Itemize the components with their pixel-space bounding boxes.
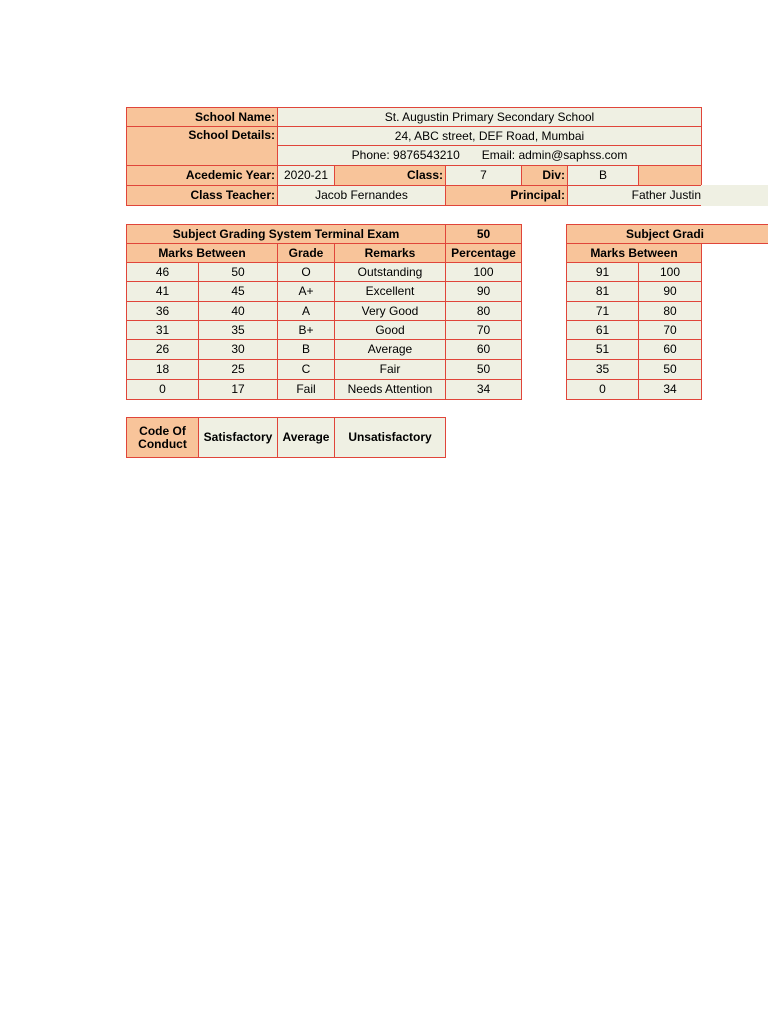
class-teacher-value: Jacob Fernandes: [277, 185, 446, 206]
grade-row-remarks: Needs Attention: [334, 379, 446, 400]
principal-name: Father Justin: [631, 188, 701, 203]
grade-row-percentage: 90: [445, 281, 522, 302]
grading-right-row-to: 50: [638, 359, 702, 380]
grading-right-row-from: 0: [566, 379, 639, 400]
grading-right-row-to: 90: [638, 281, 702, 302]
grade-row-percentage: 70: [445, 320, 522, 340]
class-teacher-label: Class Teacher:: [126, 185, 278, 206]
grade-row-remarks: Outstanding: [334, 262, 446, 282]
school-contact: [277, 145, 702, 166]
grading-total: 50: [445, 224, 522, 244]
grade-row-from: 46: [126, 262, 199, 282]
grading-right-row-from: 51: [566, 339, 639, 360]
grade-row-to: 40: [198, 301, 278, 321]
grading-right-row-from: 35: [566, 359, 639, 380]
school-name-label: School Name:: [126, 107, 278, 127]
grade-row-percentage: 50: [445, 359, 522, 380]
conduct-average: Average: [277, 417, 335, 458]
grade-row-percentage: 60: [445, 339, 522, 360]
academic-year-label: Acedemic Year:: [126, 165, 278, 186]
grade-row-to: 25: [198, 359, 278, 380]
grade-row-remarks: Very Good: [334, 301, 446, 321]
grading-right-row-from: 61: [566, 320, 639, 340]
grade-row-remarks: Good: [334, 320, 446, 340]
principal-label: Principal:: [445, 185, 568, 206]
div-value: B: [567, 165, 639, 186]
school-email: Email: admin@saphss.com: [481, 148, 628, 163]
grade-row-from: 36: [126, 301, 199, 321]
grade-row-from: 18: [126, 359, 199, 380]
grade-row-remarks: Average: [334, 339, 446, 360]
grade-row-percentage: 34: [445, 379, 522, 400]
grading-right-header-marks: Marks Between: [566, 243, 702, 263]
grading-right-title: Subject Gradi: [566, 224, 768, 244]
class-value: 7: [445, 165, 522, 186]
grading-right-row-to: 70: [638, 320, 702, 340]
school-address: 24, ABC street, DEF Road, Mumbai: [277, 126, 702, 146]
grading-right-row-from: 71: [566, 301, 639, 321]
div-label: Div:: [521, 165, 568, 186]
grade-row-to: 30: [198, 339, 278, 360]
grade-row-grade: A: [277, 301, 335, 321]
grading-right-row-from: 81: [566, 281, 639, 302]
grade-row-from: 41: [126, 281, 199, 302]
conduct-satisfactory: Satisfactory: [198, 417, 278, 458]
grading-right-row-from: 91: [566, 262, 639, 282]
grading-right-row-to: 80: [638, 301, 702, 321]
school-details-label: School Details:: [126, 126, 278, 166]
principal-overflow-fill: [701, 185, 768, 206]
grade-row-to: 35: [198, 320, 278, 340]
class-label: Class:: [334, 165, 446, 186]
grading-right-row-to: 100: [638, 262, 702, 282]
grade-row-remarks: Excellent: [334, 281, 446, 302]
principal-value: [567, 185, 702, 206]
conduct-unsatisfactory: Unsatisfactory: [334, 417, 446, 458]
grade-row-to: 17: [198, 379, 278, 400]
grade-row-grade: A+: [277, 281, 335, 302]
academic-year-value: 2020-21: [277, 165, 335, 186]
grade-row-percentage: 80: [445, 301, 522, 321]
grading-right-row-to: 34: [638, 379, 702, 400]
grade-row-grade: B+: [277, 320, 335, 340]
grade-row-grade: C: [277, 359, 335, 380]
grade-row-from: 0: [126, 379, 199, 400]
grade-row-grade: O: [277, 262, 335, 282]
grade-row-grade: Fail: [277, 379, 335, 400]
grading-right-row-to: 60: [638, 339, 702, 360]
grading-title: Subject Grading System Terminal Exam: [126, 224, 446, 244]
code-of-conduct-label: Code Of Conduct: [126, 417, 199, 458]
school-phone: Phone: 9876543210: [351, 148, 460, 163]
grade-row-grade: B: [277, 339, 335, 360]
header-grade: Grade: [277, 243, 335, 263]
grade-row-from: 26: [126, 339, 199, 360]
grade-row-remarks: Fair: [334, 359, 446, 380]
grade-row-to: 45: [198, 281, 278, 302]
header-marks-between: Marks Between: [126, 243, 278, 263]
grade-row-from: 31: [126, 320, 199, 340]
header-remarks: Remarks: [334, 243, 446, 263]
grade-row-to: 50: [198, 262, 278, 282]
header-percentage: Percentage: [445, 243, 522, 263]
div-extra-cell: [638, 165, 702, 186]
school-name-value: St. Augustin Primary Secondary School: [277, 107, 702, 127]
grade-row-percentage: 100: [445, 262, 522, 282]
